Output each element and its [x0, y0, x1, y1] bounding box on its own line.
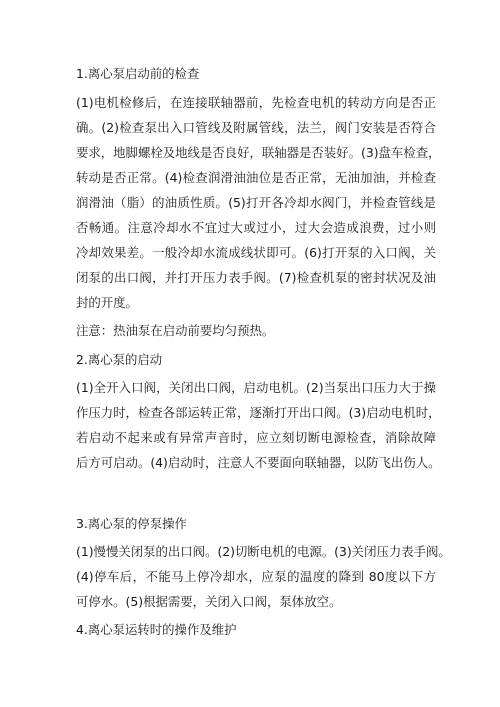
- section1-line-3: 要求，地脚螺栓及地线是否良好，联轴器是否装好。(3)盘车检查，: [76, 145, 441, 160]
- section1-line-7: 冷却效果差。一般冷却水流成线状即可。(6)打开泵的入口阀，关: [76, 245, 436, 260]
- section1-heading: 1.离心泵启动前的检查: [76, 66, 200, 81]
- section1-line-8: 闭泵的出口阀，并打开压力表手阀。(7)检查机泵的密封状况及油: [76, 270, 436, 285]
- section3-line-2: (4)停车后，不能马上停冷却水，应泵的温度的降到 80度以下方: [76, 569, 436, 584]
- section1-line-9: 封的开度。: [76, 295, 138, 310]
- section3-heading: 3.离心泵的停泵操作: [76, 516, 187, 531]
- section1-line-4: 转动是否正常。(4)检查润滑油油位是否正常，无油加油，并检查: [76, 170, 436, 185]
- section1-note: 注意：热油泵在启动前要均匀预热。: [76, 323, 275, 338]
- section2-line-3: 若启动不起来或有异常声音时，应立刻切断电源检查，消除故障: [76, 430, 436, 445]
- section1-line-2: 确。(2)检查泵出入口管线及附属管线，法兰，阀门安装是否符合: [76, 120, 436, 135]
- section3-line-1: (1)慢慢关闭泵的出口阀。(2)切断电机的电源。(3)关闭压力表手阀。: [76, 544, 451, 559]
- section4-heading: 4.离心泵运转时的操作及维护: [76, 622, 237, 637]
- section2-line-1: (1)全开入口阀，关闭出口阀，启动电机。(2)当泵出口压力大于操: [76, 380, 436, 395]
- section1-line-1: (1)电机检修后，在连接联轴器前，先检查电机的转动方向是否正: [76, 95, 436, 110]
- section3-line-3: 可停水。(5)根据需要，关闭入口阀，泵体放空。: [76, 594, 342, 609]
- section2-heading: 2.离心泵的启动: [76, 352, 163, 367]
- section2-line-2: 作压力时，检查各部运转正常，逐渐打开出口阀。(3)启动电机时，: [76, 405, 441, 420]
- section1-line-5: 润滑油（脂）的油质性质。(5)打开各冷却水阀门，并检查管线是: [76, 195, 436, 210]
- section2-line-4: 后方可启动。(4)启动时，注意人不要面向联轴器，以防飞出伤人。: [76, 455, 441, 470]
- section1-line-6: 否畅通。注意冷却水不宜过大或过小，过大会造成浪费，过小则: [76, 220, 436, 235]
